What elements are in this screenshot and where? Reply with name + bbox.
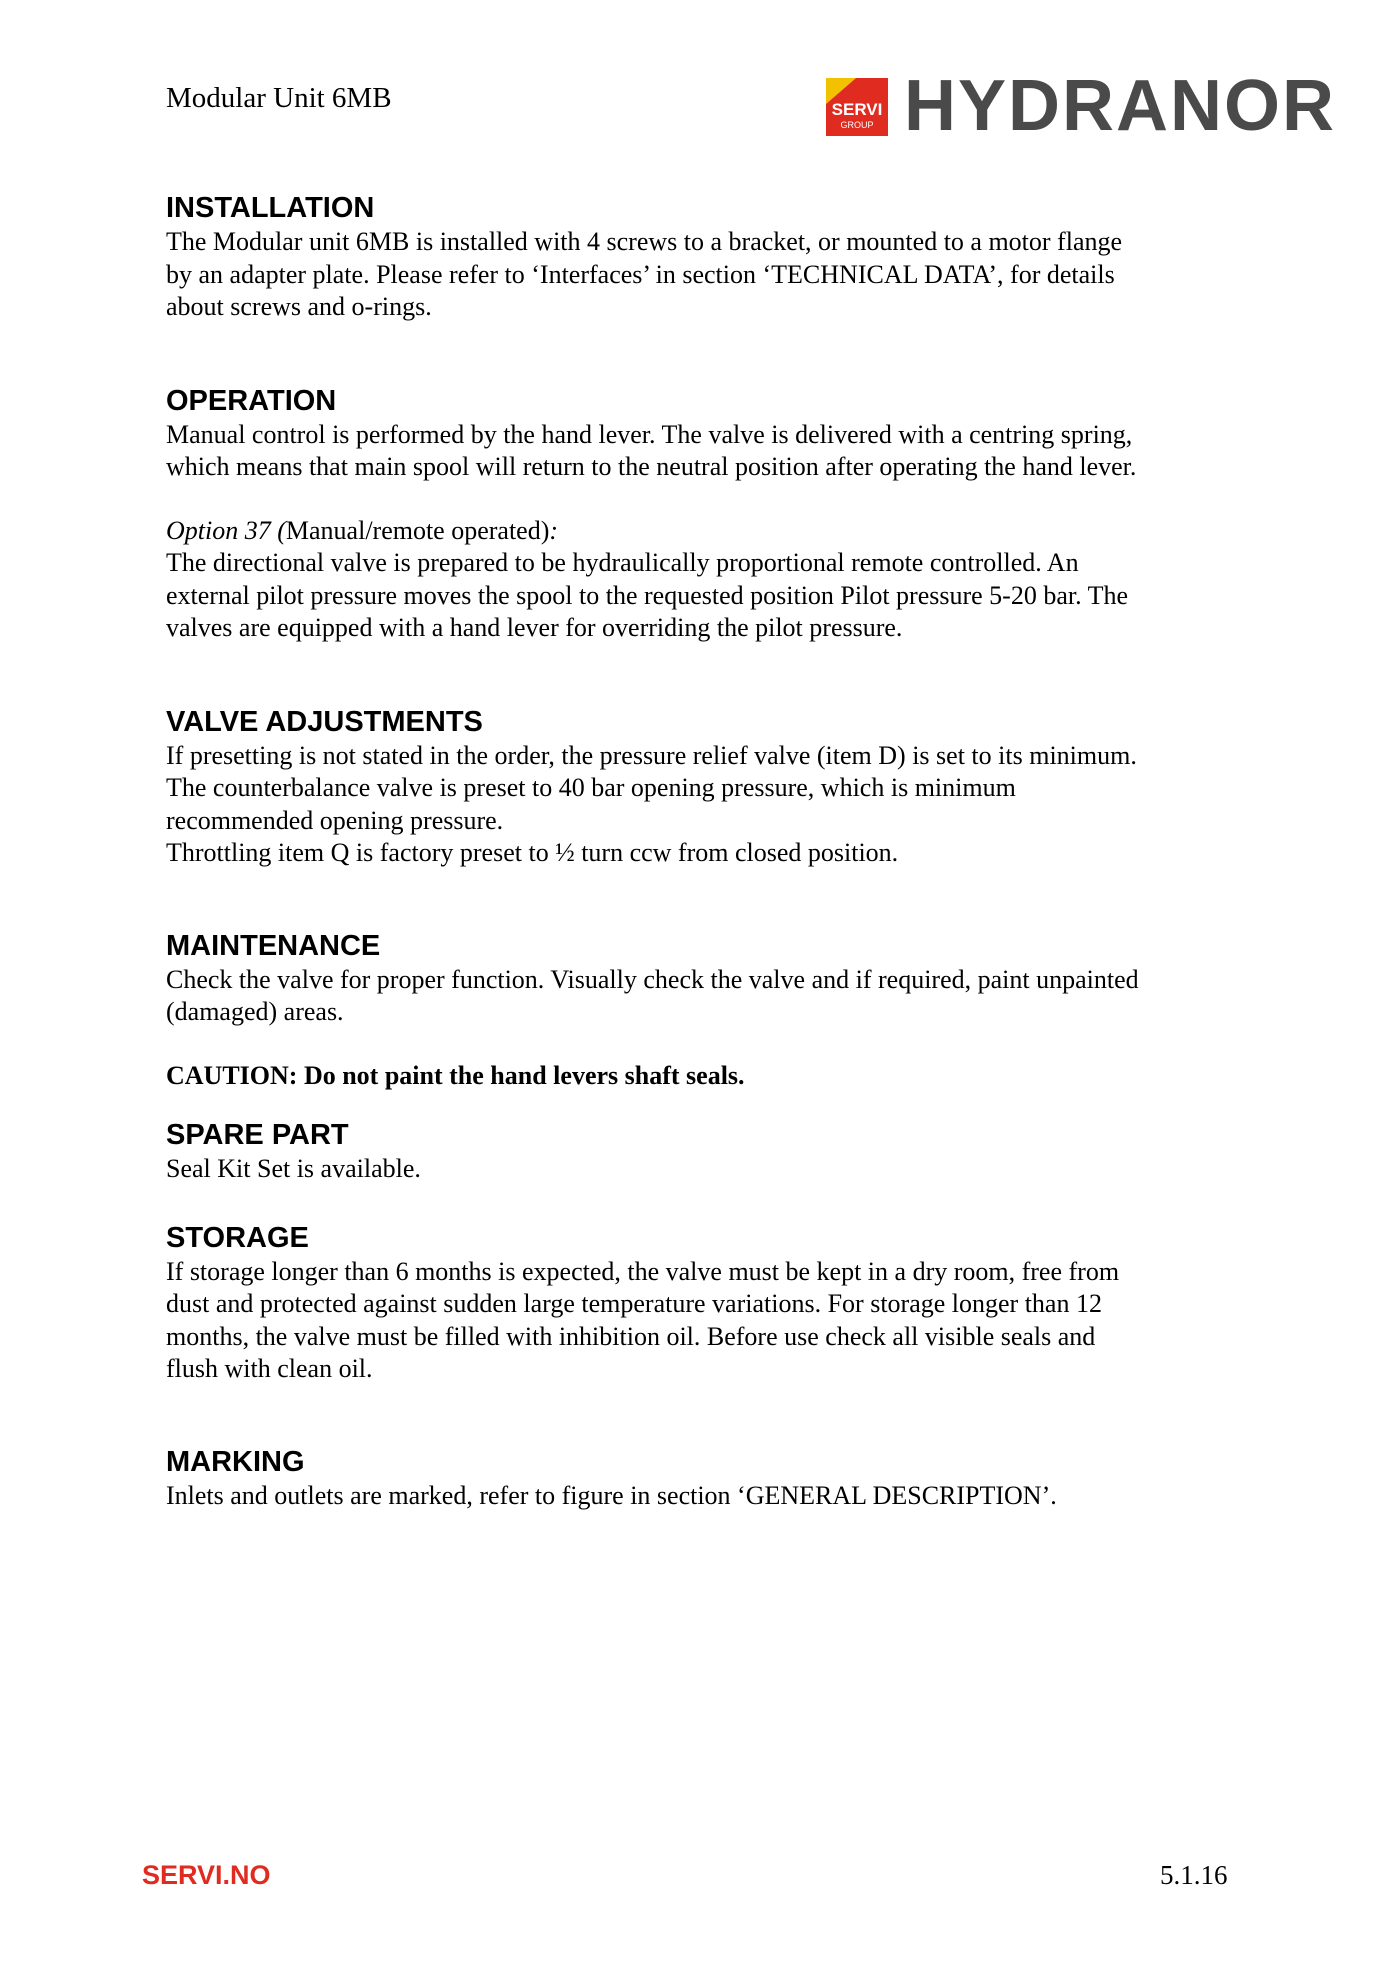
heading-spare-part: SPARE PART [166,1119,349,1151]
heading-operation: OPERATION [166,384,337,417]
valve-adjustments-line: recommended opening pressure. [166,805,504,835]
heading-valve-adjustments: VALVE ADJUSTMENTS [166,705,483,738]
heading-storage: STORAGE [166,1221,309,1254]
section-operation [166,383,1246,645]
option-colon: : [549,515,559,545]
heading-maintenance: MAINTENANCE [166,929,381,962]
section-valve-adjustments [166,704,1246,870]
heading-marking: MARKING [166,1445,305,1478]
option-text: Manual/remote operated) [285,515,550,545]
option-line: external pilot pressure moves the spool to the requested position Pilot pressure 5-20 bar. The [166,580,1129,610]
badge-text-bottom: GROUP [840,120,874,130]
marking-line: Inlets and outlets are marked, refer to figure in section ‘GENERAL DESCRIPTION’. [166,1480,1057,1510]
valve-adjustments-line: If presetting is not stated in the order, the pressure relief valve (item D) is set to its minimum. [166,740,1137,770]
document-title: Modular Unit 6MB [166,82,392,114]
operation-line: Manual control is performed by the hand lever. The valve is delivered with a centring spring, [166,419,1133,449]
section-storage [166,1220,1246,1386]
installation-line: by an adapter plate. Please refer to ‘Interfaces’ in section ‘TECHNICAL DATA’, for details [166,259,1115,289]
logo-wordmark: HYDRANOR [904,66,1337,146]
badge-text-top: SERVI [831,100,883,119]
section-installation [166,190,1246,324]
valve-adjustments-line: The counterbalance valve is preset to 40 bar opening pressure, which is minimum [166,773,1016,802]
page-number: 5.1.16 [1160,1860,1228,1890]
installation-line: The Modular unit 6MB is installed with 4 screws to a bracket, or mounted to a motor flange [166,227,1123,256]
heading-installation: INSTALLATION [166,192,375,224]
spare-part-line: Seal Kit Set is available. [166,1154,421,1183]
installation-line: about screws and o-rings. [166,292,432,321]
section-spare-part [166,1117,1246,1186]
operation-line: which means that main spool will return to the neutral position after operating the hand lever. [166,452,1137,481]
footer-brand-link: SERVI.NO [142,1860,271,1890]
section-marking [166,1444,1246,1513]
storage-line: dust and protected against sudden large temperature variations. For storage longer than 12 [166,1289,1102,1318]
option-line: The directional valve is prepared to be hydraulically proportional remote controlled. An [166,548,1079,577]
option-label: Option 37 ( [166,515,286,545]
maintenance-line: (damaged) areas. [166,997,344,1026]
valve-adjustments-line: Throttling item Q is factory preset to ½ turn ccw from closed position. [166,838,899,867]
option-line: valves are equipped with a hand lever for overriding the pilot pressure. [166,613,903,642]
section-maintenance [166,928,1246,1093]
option-37-label [166,515,1246,548]
storage-line: flush with clean oil. [166,1354,373,1383]
storage-line: months, the valve must be filled with inhibition oil. Before use check all visible seals and [166,1321,1096,1351]
maintenance-line: Check the valve for proper function. Visually check the valve and if required, paint unpainted [166,964,1139,994]
page-content [166,190,1246,1512]
storage-line: If storage longer than 6 months is expected, the valve must be kept in a dry room, free from [166,1256,1120,1286]
servi-group-badge-icon [826,78,888,136]
caution-note: CAUTION: Do not paint the hand levers shaft seals. [166,1060,745,1090]
